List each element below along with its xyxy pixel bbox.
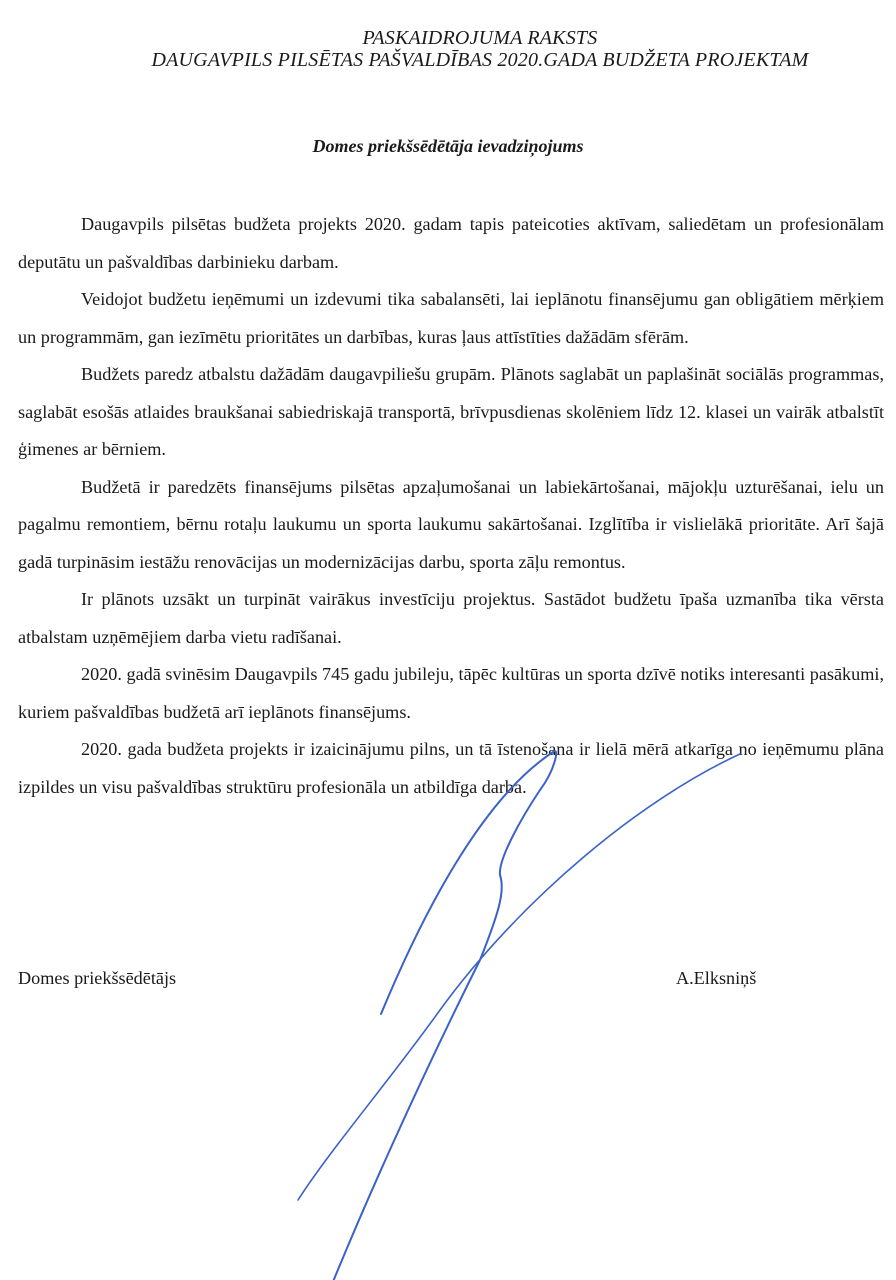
signature-stroke xyxy=(297,751,556,1280)
paragraph: 2020. gada budžeta projekts ir izaicinājumu pilns, un tā īstenošana ir lielā mērā atkarīga no ieņēmumu plāna izpildes un visu pašvaldības struktūru profesionāla un atbildīga darba. xyxy=(18,739,884,797)
paragraph: Ir plānots uzsākt un turpināt vairākus investīciju projektus. Sastādot budžetu īpaša uzmanība tika vērsta atbalstam uzņēmējiem darba vietu radīšanai. xyxy=(18,589,884,647)
document-body xyxy=(18,206,884,806)
paragraph: Veidojot budžetu ieņēmumi un izdevumi tika sabalansēti, lai ieplānotu finansējumu gan obligātiem mērķiem un programmām, gan iezīmētu prioritātes un darbības, kuras ļaus attīstīties dažādām sfērām. xyxy=(18,289,884,347)
paragraph: Daugavpils pilsētas budžeta projekts 2020. gadam tapis pateicoties aktīvam, saliedētam un profesionālam deputātu un pašvaldības darbinieku darbam. xyxy=(18,214,884,272)
signatory-name: A.Elksniņš xyxy=(676,968,757,988)
section-heading: Domes priekšsēdētāja ievadziņojums xyxy=(312,136,584,156)
document-subject: DAUGAVPILS PILSĒTAS PAŠVALDĪBAS 2020.GADA BUDŽETA PROJEKTAM xyxy=(151,49,809,71)
paragraph: Budžets paredz atbalstu dažādām daugavpiliešu grupām. Plānots saglabāt un paplašināt sociālās programmas, saglabāt esošās atlaides braukšanai sabiedriskajā transportā, brīvpusdienas skolēniem līdz 12. klasei un vairāk atbalstīt ģimenes ar bērniem. xyxy=(18,364,884,459)
document-title: PASKAIDROJUMA RAKSTS xyxy=(362,27,598,49)
signatory-role: Domes priekšsēdētājs xyxy=(18,968,177,988)
paragraph: 2020. gadā svinēsim Daugavpils 745 gadu jubileju, tāpēc kultūras un sporta dzīvē notiks interesanti pasākumi, kuriem pašvaldības budžetā arī ieplānots finansējums. xyxy=(18,664,884,722)
paragraph: Budžetā ir paredzēts finansējums pilsētas apzaļumošanai un labiekārtošanai, mājokļu uzturēšanai, ielu un pagalmu remontiem, bērnu rotaļu laukumu un sporta laukumu sakārtošanai. Izglītība ir vislielākā prioritāte. Arī šajā gadā turpināsim iestāžu renovācijas un modernizācijas darbu, sporta zāļu remontus. xyxy=(18,476,884,572)
signature-stroke xyxy=(298,754,740,1200)
